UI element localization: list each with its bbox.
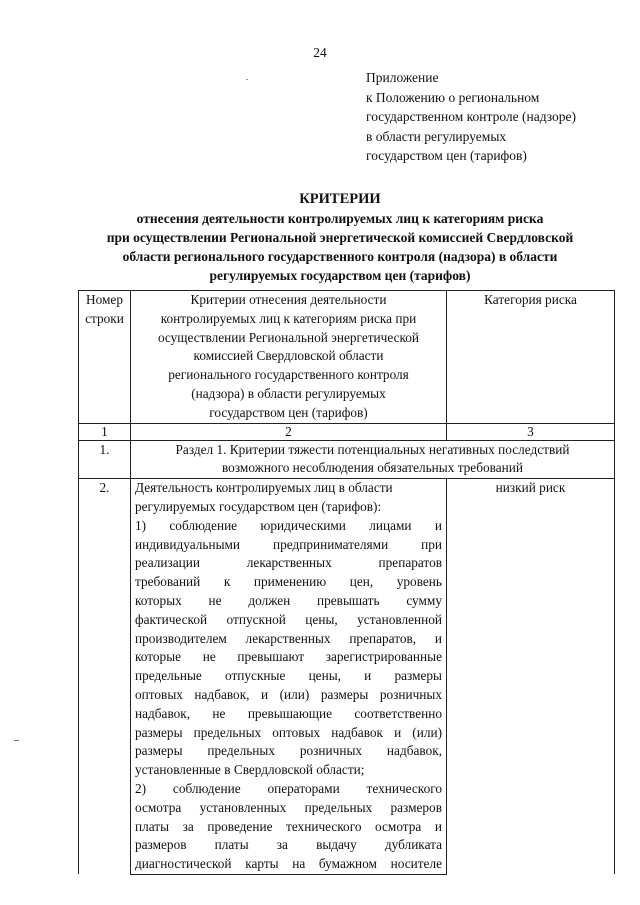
subtitle-line: регулируемых государством цен (тарифов) (209, 268, 471, 283)
subtitle-line: отнесения деятельности контролируемых лиц к категориям риска (136, 211, 544, 226)
appendix-line: Приложение (366, 70, 439, 85)
column-number-row (79, 423, 615, 440)
text-line: которые не превышают зарегистрированные (135, 649, 442, 665)
subtitle-line: при осуществлении Региональной энергетической комиссией Свердловской (106, 230, 574, 245)
text-line: оптовых надбавок, и (или) размеры розничных (135, 686, 442, 702)
table-header-row (79, 291, 615, 424)
page-number: 24 (313, 45, 327, 60)
text-line: предельные отпускные цены, и размеры (135, 668, 442, 684)
text-line: 1) соблюдение юридическими лицами и (135, 517, 442, 533)
appendix-line: государством цен (тарифов) (366, 148, 527, 163)
appendix-line: в области регулируемых (366, 128, 507, 144)
text-line: реализации лекарственных препаратов (135, 555, 442, 571)
risk-category: низкий риск (447, 479, 615, 875)
text-line: производителем лекарственных препаратов, и (135, 630, 442, 646)
header-text: Критерии отнесения деятельности (190, 292, 387, 307)
text-line: регулируемых государством цен (тарифов): (135, 498, 382, 514)
header-risk-category (447, 291, 615, 424)
appendix-note (366, 68, 616, 166)
text-line: размеры предельных розничных надбавок, (135, 743, 442, 759)
text-line: осмотра установленных предельных размеров (135, 799, 442, 815)
header-text: регионального государственного контроля (168, 367, 409, 383)
text-line: платы за проведение технического осмотра и (135, 818, 442, 834)
header-text: комиссией Свердловской области (193, 348, 384, 364)
subtitle-line: области регионального государственного контроля (надзора) в области (122, 249, 558, 264)
row-number: 1. (79, 440, 131, 479)
text-line: которых не должен превышать сумму (135, 592, 442, 608)
scan-speck (246, 79, 248, 80)
title-subtitle (60, 209, 620, 285)
table-row (79, 440, 615, 479)
text-line: фактической отпускной цены, установленной (135, 611, 442, 627)
text-line: установленные в Свердловской области; (135, 762, 365, 778)
header-text: осуществлении Региональной энергетической (157, 329, 420, 345)
text-line: 2) соблюдение операторами технического (135, 780, 442, 796)
title-main: КРИТЕРИИ (299, 191, 381, 207)
appendix-line: государственном контроле (надзоре) (366, 109, 576, 124)
text-line: диагностической карты на бумажном носителе (135, 856, 442, 872)
text-line: требований к применению цен, уровень (135, 574, 442, 590)
criteria-table (78, 290, 615, 875)
document-title (60, 189, 620, 285)
criteria-text (131, 479, 447, 875)
appendix-line: к Положению о региональном (366, 89, 540, 105)
section-heading-line: возможного несоблюдения обязательных требований (222, 460, 523, 476)
row-number: 2. (79, 479, 131, 875)
header-text: строки (85, 310, 124, 326)
header-text: Категория риска (484, 292, 577, 307)
column-number: 1 (79, 423, 131, 440)
text-line: размеры предельных оптовых надбавок и (или) (135, 724, 442, 740)
header-criteria (131, 291, 447, 424)
section-heading-line: Раздел 1. Критерии тяжести потенциальных негативных последствий (175, 441, 570, 457)
header-text: (надзора) в области регулируемых (191, 385, 386, 401)
text-line: надбавок, не превышающие соответственно (135, 705, 442, 721)
column-number: 2 (131, 423, 447, 440)
section-heading (131, 440, 615, 479)
scan-speck (14, 740, 19, 741)
text-line: индивидуальными предпринимателями при (135, 536, 442, 552)
header-text: Номер (86, 292, 123, 307)
text-line: размеров платы за выдачу дубликата (135, 837, 442, 853)
table-row (79, 479, 615, 875)
header-row-number (79, 291, 131, 424)
column-number: 3 (447, 423, 615, 440)
text-line: Деятельность контролируемых лиц в области (135, 480, 393, 496)
header-text: государством цен (тарифов) (209, 404, 368, 420)
header-text: контролируемых лиц к категориям риска при (160, 310, 417, 326)
